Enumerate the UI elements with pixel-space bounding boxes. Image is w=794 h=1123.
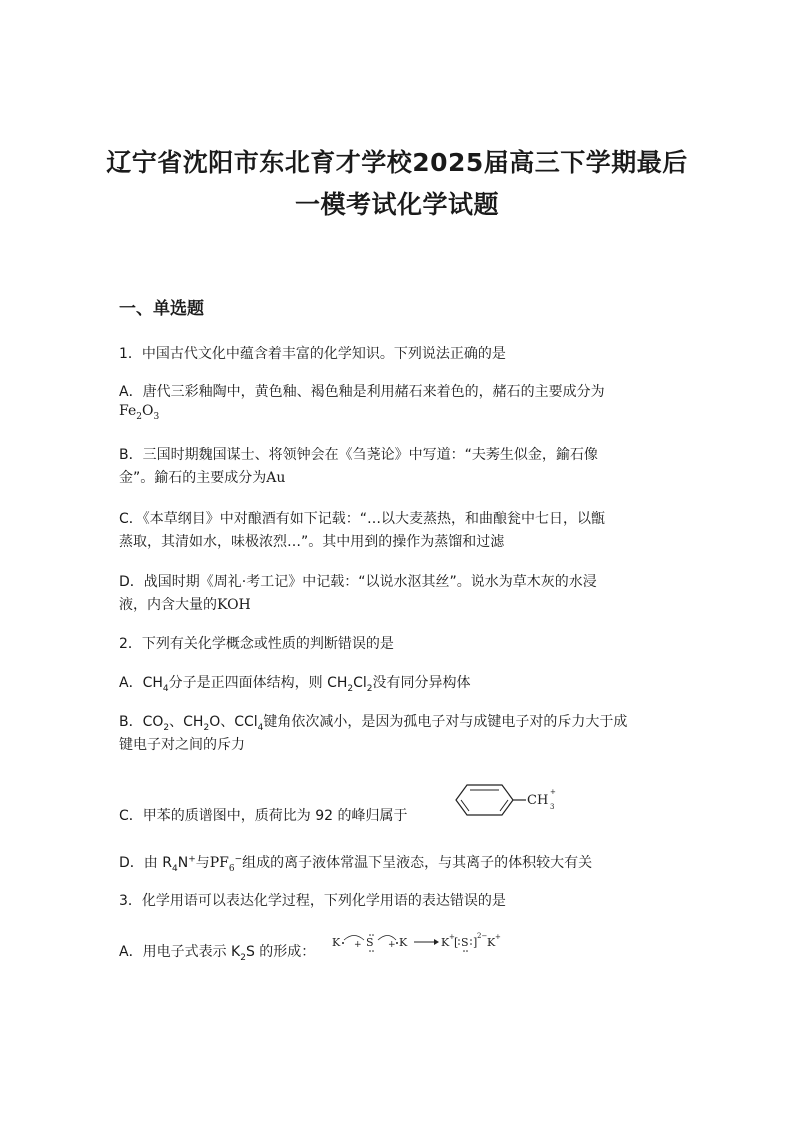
question-2-option-b-line1: B．$CO_2$、$CH_2O$、CCl$_4$键角依次减小，是因为孤电子对与成键电子对的斥力大于成: [119, 714, 628, 733]
question-2-option-b-line2: 键电子对之间的斥力: [119, 737, 245, 753]
section-heading-single-choice: 一、单选题: [119, 299, 204, 319]
k2s-electron-formation-equation: [330, 928, 510, 960]
svg-text:+: +: [495, 933, 501, 941]
question-1-stem: 1．中国古代文化中蕴含着丰富的化学知识。下列说法正确的是: [119, 346, 506, 362]
product-sulfide: S: [461, 936, 469, 949]
svg-text:+: +: [354, 940, 362, 950]
question-1-option-c-line2: 蒸取，其清如水，味极浓烈…”。其中用到的操作为蒸馏和过滤: [119, 534, 505, 550]
product-potassium-1: K: [441, 936, 450, 949]
equation-potassium-right: K: [399, 936, 408, 949]
svg-text:+: +: [449, 933, 455, 941]
question-2-option-a: A．$CH_4$分子是正四面体结构，则 $CH_2Cl_2$没有同分异构体: [119, 675, 471, 694]
methyl-charge: +: [550, 788, 556, 796]
svg-text:]: ]: [473, 936, 478, 949]
question-3-stem: 3．化学用语可以表达化学过程，下列化学用语的表达错误的是: [119, 893, 506, 909]
question-1-option-b-formula: Au: [266, 470, 286, 486]
electron-dot: [342, 942, 344, 944]
question-1-option-a-formula: $Fe_2O_3$: [119, 403, 160, 422]
toluene-structure-diagram: [448, 779, 568, 821]
question-1-option-b-line1: B．三国时期魏国谋士、将领钟会在《刍荛论》中写道：“夫莠生似金，鍮石像: [119, 447, 598, 463]
question-1-option-b-line2: 金”。鍮石的主要成分为Au: [119, 470, 286, 486]
svg-text:+: +: [388, 940, 396, 950]
question-1-option-d-formula: KOH: [217, 597, 251, 613]
sulfide-charge: 2−: [477, 932, 488, 940]
equation-potassium-left: K: [332, 936, 341, 949]
svg-text:[: [: [454, 936, 459, 949]
methyl-group-label: CH: [527, 793, 549, 808]
product-potassium-2: K: [487, 936, 496, 949]
electron-dot: [396, 942, 398, 944]
document-title-line2: 一模考试化学试题: [294, 190, 499, 219]
question-2-stem: 2．下列有关化学概念或性质的判断错误的是: [119, 636, 394, 652]
equation-sulfur: S: [366, 936, 374, 949]
reaction-arrowhead: [434, 939, 439, 945]
question-1-option-d-line2: 液，内含大量的KOH: [119, 597, 251, 613]
document-title-line1: 辽宁省沈阳市东北育才学校2025届高三下学期最后: [106, 148, 688, 177]
question-1-option-a: A．唐代三彩釉陶中，黄色釉、褐色釉是利用赭石来着色的，赭石的主要成分为: [119, 384, 605, 400]
question-2-option-d: D．由 $R_4N^+$与$PF_6^-$组成的离子液体常温下呈液态，与其离子的体积较大有关: [119, 854, 593, 874]
hexafluorophosphate-formula: $PF_6^-$: [209, 854, 243, 874]
question-2-option-c: C．甲苯的质谱图中，质荷比为 92 的峰归属于: [119, 808, 408, 824]
methyl-subscript: 3: [550, 803, 555, 811]
question-1-option-c-line1: C．《本草纲目》中对酿酒有如下记载：“…以大麦蒸热，和曲酿瓮中七日，以甑: [119, 511, 606, 527]
question-3-option-a: A．用电子式表示 $K_2S$ 的形成：: [119, 944, 316, 963]
question-1-option-d-line1: D．战国时期《周礼·考工记》中记载：“以说水沤其丝”。说水为草木灰的水浸: [119, 574, 597, 590]
